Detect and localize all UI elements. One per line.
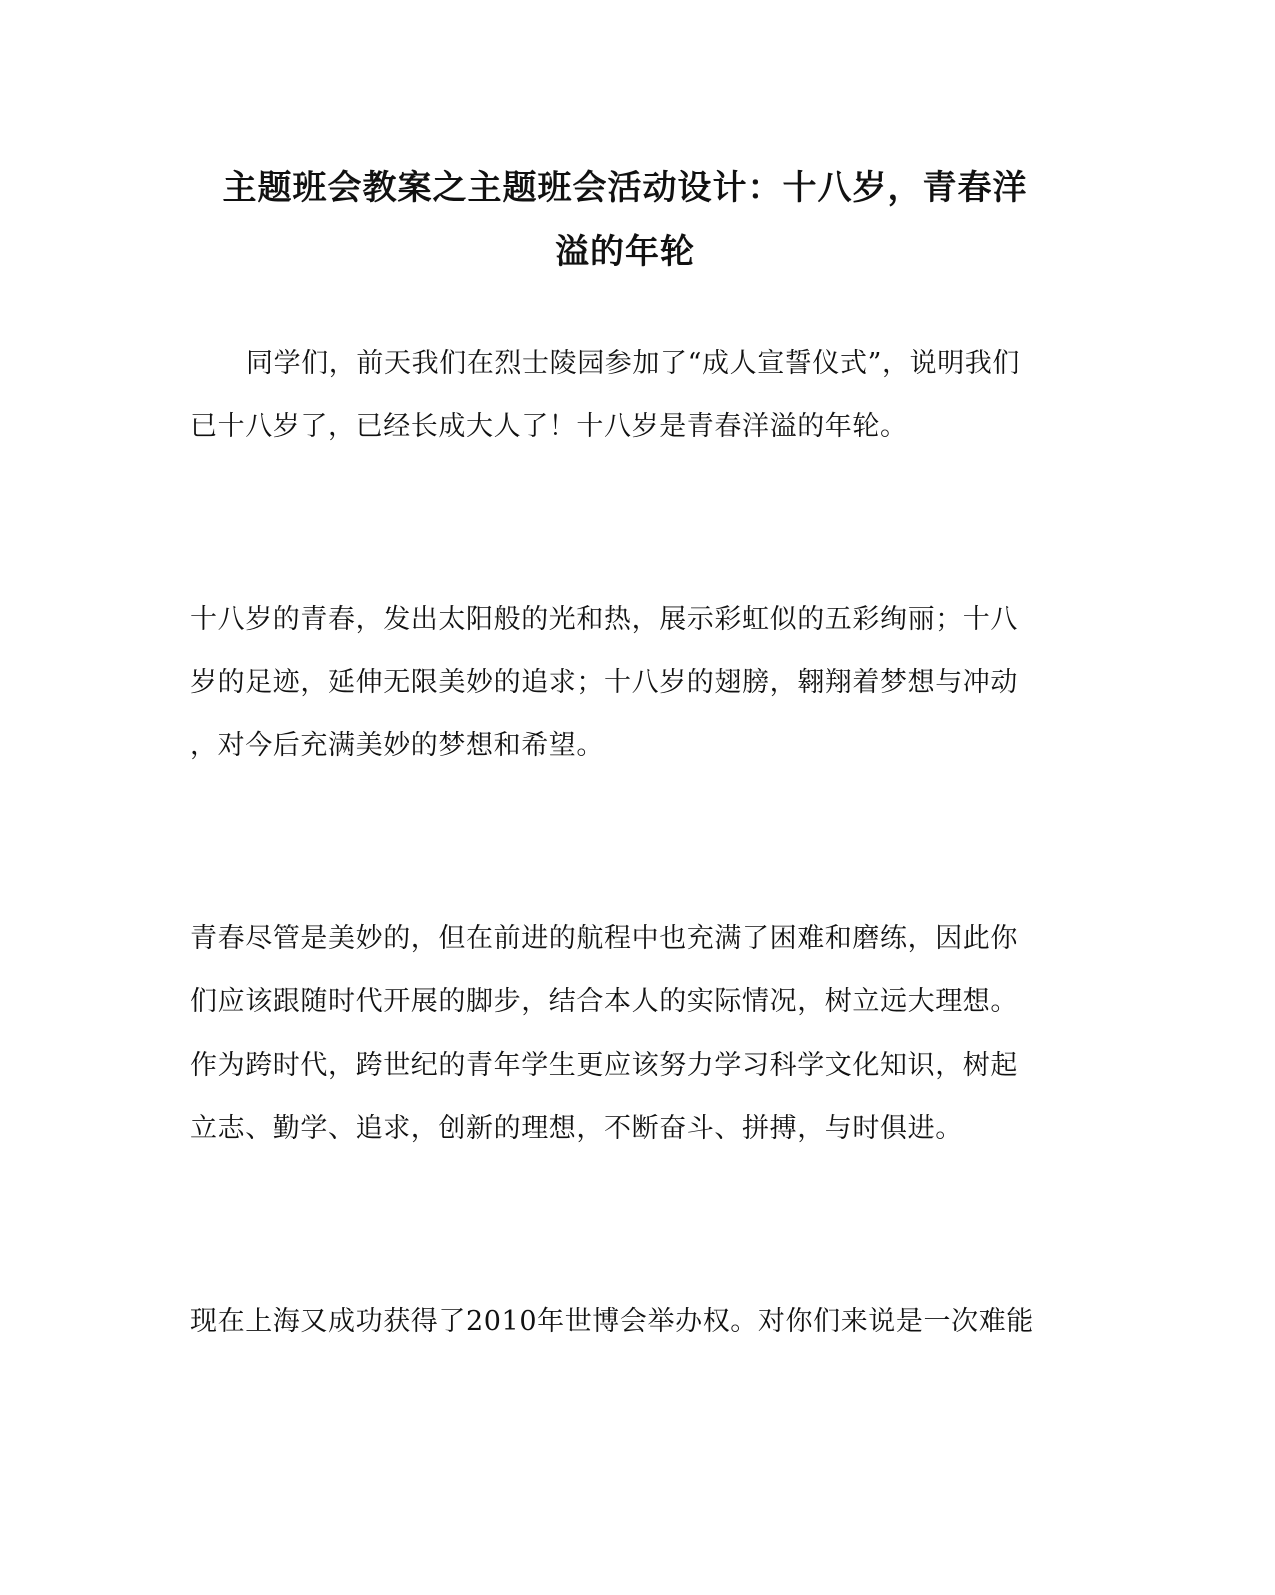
paragraph-2-line-2: 岁的足迹，延伸无限美妙的追求；十八岁的翅膀，翱翔着梦想与冲动 (190, 667, 1018, 698)
paragraph-1-line-1: 同学们，前天我们在烈士陵园参加了“成人宣誓仪式”，说明我们 (246, 348, 1021, 379)
paragraph-2-line-3: ，对今后充满美妙的梦想和希望。 (190, 730, 604, 761)
paragraph-3-line-3: 作为跨时代，跨世纪的青年学生更应该努力学习科学文化知识，树起 (190, 1050, 1018, 1081)
paragraph-2-line-1: 十八岁的青春，发出太阳般的光和热，展示彩虹似的五彩绚丽；十八 (190, 604, 1018, 635)
document-title-line-1: 主题班会教案之主题班会活动设计：十八岁，青春洋 (222, 168, 1028, 208)
paragraph-3-line-4: 立志、勤学、追求，创新的理想，不断奋斗、拼搏，与时俱进。 (190, 1113, 963, 1144)
paragraph-4-line-1: 现在上海又成功获得了2010年世博会举办权。对你们来说是一次难能 (190, 1306, 1034, 1337)
document-title-line-2: 溢的年轮 (555, 232, 695, 272)
paragraph-3-line-2: 们应该跟随时代开展的脚步，结合本人的实际情况，树立远大理想。 (190, 986, 1018, 1017)
paragraph-1-line-2: 已十八岁了，已经长成大人了！十八岁是青春洋溢的年轮。 (190, 411, 908, 442)
paragraph-3-line-1: 青春尽管是美妙的，但在前进的航程中也充满了困难和磨练，因此你 (190, 923, 1018, 954)
